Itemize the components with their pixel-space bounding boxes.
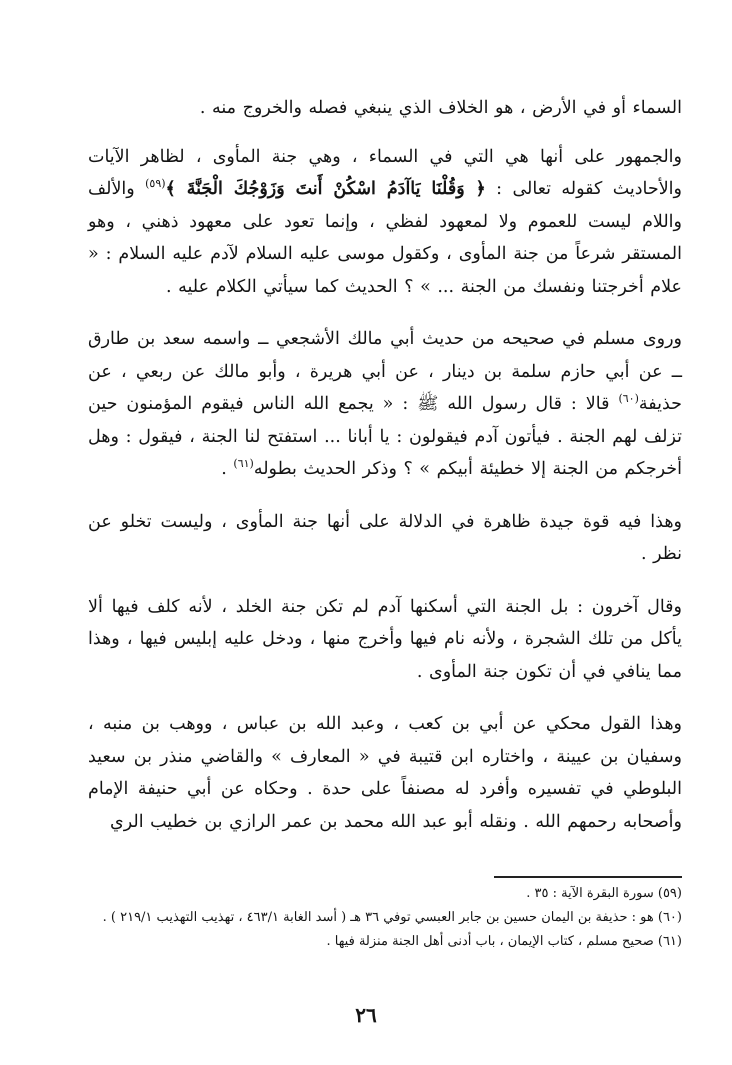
footnotes bbox=[88, 882, 682, 954]
footnote-ref-59: (٥٩) bbox=[145, 177, 166, 191]
paragraph-5 bbox=[88, 591, 682, 689]
paragraph-4-text: وهذا فيه قوة جيدة ظاهرة في الدلالة على أنها جنة المأوى ، وليست تخلو عن نظر . bbox=[88, 511, 682, 564]
paragraph-2-body: والألف واللام ليست للعموم ولا لمعهود لفظي ، وإنما تعود على معهود ذهني ، وهو المستقر شرعاً من جنة المأوى ، وكقول موسى عليه السلام لآدم عليه السلام : « علام أخرجتنا ونفسك من الجنة ... » ؟ الحديث كما سيأتي الكلام عليه . bbox=[88, 179, 682, 297]
main-text bbox=[88, 92, 682, 858]
footnote-divider bbox=[494, 876, 682, 878]
paragraph-6-text: وهذا القول محكي عن أبي بن كعب ، وعبد الله بن عباس ، ووهب بن منبه ، وسفيان بن عيينة ، واختاره ابن قتيبة في « المعارف » والقاضي منذر بن سعيد البلوطي في تفسيره وأفرد له مصنفاً على حدة . وحكاه عن أبي حنيفة الإمام وأصحابه رحمهم الله . ونقله أبو عبد الله محمد بن عمر الرازي بن خطيب الري bbox=[88, 714, 682, 832]
footnote-60: (٦٠) هو : حذيفة بن اليمان حسين بن جابر العبسي توفي ٣٦ هـ ( أسد الغابة ٤٦٣/١ ، تهذيب التهذيب ٢١٩/١ ) . bbox=[102, 910, 682, 925]
paragraph-1 bbox=[88, 92, 682, 125]
paragraph-2-intro: والجمهور على أنها هي التي في السماء ، وهي جنة المأوى ، لظاهر الآيات والأحاديث كقوله تعالى : bbox=[88, 146, 682, 199]
paragraph-5-text: وقال آخرون : بل الجنة التي أسكنها آدم لم تكن جنة الخلد ، لأنه كلف فيها ألا يأكل من تلك الشجرة ، ولأنه نام فيها وأخرج منها ، ودخل عليه إبليس فيها ، وهذا مما ينافي في أن تكون جنة المأوى . bbox=[88, 596, 682, 682]
quran-verse: ﴿ وَقُلْنَا يَاآدَمُ اسْكُنْ أَنتَ وَزَوْجُكَ الْجَنَّةَ ﴾ bbox=[165, 179, 486, 199]
paragraph-3-end: . bbox=[221, 459, 234, 479]
paragraph-3-intro: وروى مسلم في صحيحه من حديث أبي مالك الأشجعي ــ واسمه سعد بن طارق ــ عن أبي حازم سلمة بن دينار ، عن أبي هريرة ، وأبو مالك عن ربعي ، عن حذيفة bbox=[88, 329, 682, 414]
footnote-ref-60: (٦٠) bbox=[618, 392, 639, 406]
paragraph-4 bbox=[88, 506, 682, 571]
paragraph-1-text: السماء أو في الأرض ، هو الخلاف الذي ينبغي فصله والخروج منه . bbox=[199, 98, 682, 118]
footnote-61: (٦١) صحيح مسلم ، كتاب الإيمان ، باب أدنى أهل الجنة منزلة فيها . bbox=[326, 934, 682, 949]
paragraph-2 bbox=[88, 141, 682, 304]
page-number: ٢٦ bbox=[355, 1003, 377, 1027]
paragraph-3 bbox=[88, 323, 682, 486]
paragraph-3-body: قالا : قال رسول الله ﷺ : « يجمع الله الناس فيقوم المؤمنون حين تزلف لهم الجنة . فيأتون آدم فيقولون : يا أبانا ... استفتح لنا الجنة ، فيقول : وهل أخرجكم من الجنة إلا خطيئة أبيكم » ؟ وذكر الحديث بطوله bbox=[88, 394, 682, 479]
footnote-59: (٥٩) سورة البقرة الآية : ٣٥ . bbox=[526, 886, 682, 901]
footnote-ref-61: (٦١) bbox=[233, 457, 254, 471]
paragraph-6 bbox=[88, 708, 682, 838]
